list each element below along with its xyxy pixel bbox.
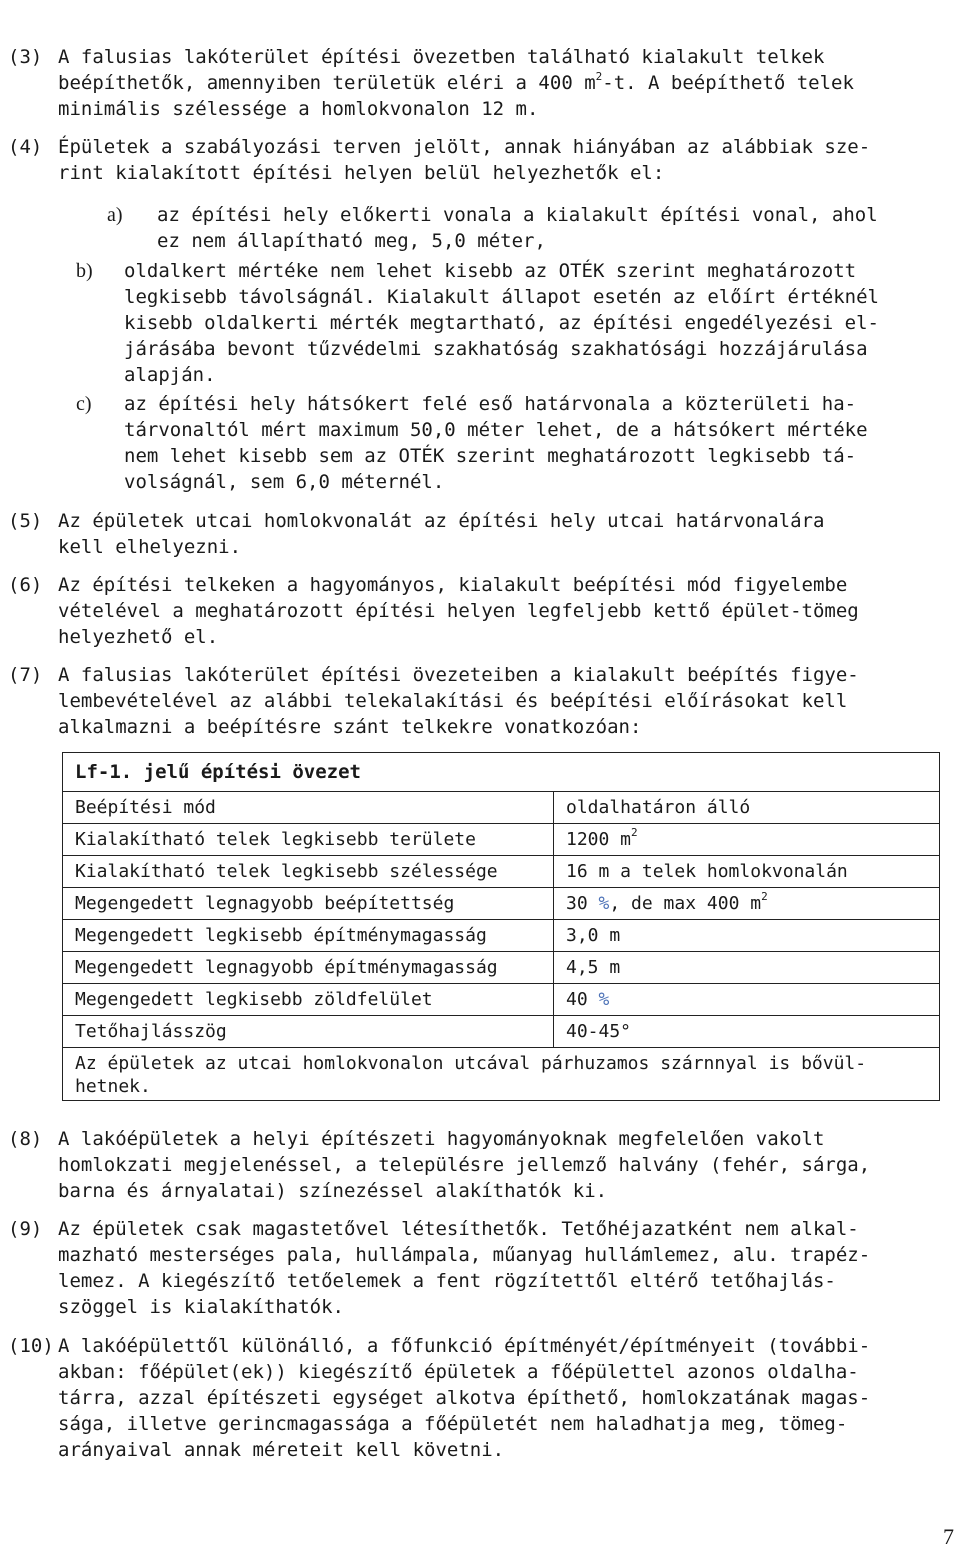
table-cell-value: oldalhatáron álló (554, 792, 940, 824)
table-cell-label: Kialakítható telek legkisebb szélessége (63, 856, 554, 888)
table-cell-value: 1200 $m^2$ (554, 824, 940, 856)
table-cell-value: 40 % (554, 984, 940, 1016)
paragraph-line: Az épületek csak magastetővel létesíthetők. Tetőhéjazatként nem alkal- (58, 1218, 859, 1240)
paragraph-line: rint kialakított építési helyen belül helyezhetők el: (58, 162, 665, 184)
subitem-label: a) (107, 204, 123, 226)
paragraph-line: A falusias lakóterület építési övezeteiben a kialakult beépítés figye- (58, 664, 859, 686)
table-note: Az épületek az utcai homlokvonalon utcával párhuzamos szárnnyal is bővül- hetnek. (63, 1048, 940, 1101)
paragraph-number: (8) (8, 1128, 43, 1150)
subitem-c (76, 391, 868, 495)
subitem-label: b) (76, 260, 93, 282)
table-row (63, 856, 940, 888)
paragraph-line: mazható mesterséges pala, hullámpala, műanyag hullámlemez, alu. trapéz- (58, 1244, 871, 1266)
subitem-line: oldalkert mértéke nem lehet kisebb az OTÉK szerint meghatározott (124, 260, 857, 282)
table-title: Lf-1. jelű építési övezet (63, 753, 940, 792)
paragraph-number: (7) (8, 664, 43, 686)
subitem-label: c) (76, 393, 92, 415)
table-row (63, 792, 940, 824)
subitem-line: volságnál, sem 6,0 méternél. (124, 471, 445, 493)
paragraph-line: A lakóépülettől különálló, a főfunkció építményét/építményeit (további- (58, 1335, 871, 1357)
table-row (63, 920, 940, 952)
superscript: 2 (595, 69, 603, 83)
table-cell-value: 40-45° (554, 1016, 940, 1048)
table-row (63, 952, 940, 984)
subitem-line: járásába bevont tűzvédelmi szakhatóság szakhatósági hozzájárulása (124, 338, 868, 360)
paragraph-number: (5) (8, 510, 43, 532)
table-cell-label: Tetőhajlásszög (63, 1016, 554, 1048)
subitem-line: tárvonaltól mért maximum 50,0 méter lehet, de a hátsókert mértéke (124, 419, 868, 441)
superscript: 2 (631, 826, 638, 839)
page-number: 7 (943, 1524, 954, 1549)
zoning-table (62, 752, 940, 1101)
paragraph-line: Épületek a szabályozási terven jelölt, annak hiányában az alábbiak sze- (58, 136, 871, 158)
paragraph-9 (8, 1216, 958, 1320)
subitem-b (76, 258, 879, 388)
table-cell-label: Kialakítható telek legkisebb területe (63, 824, 554, 856)
paragraph-line: tárra, azzal építészeti egységet alkotva építhető, homlokzatának magas- (58, 1387, 871, 1409)
paragraph-8 (8, 1126, 958, 1204)
paragraph-line: Az épületek utcai homlokvonalát az építési hely utcai határvonalára (58, 510, 825, 532)
paragraph-4 (8, 134, 958, 186)
table-row (63, 1016, 940, 1048)
percent-sign: % (598, 989, 610, 1010)
table-cell-label: Beépítési mód (63, 792, 554, 824)
table-cell-value: 3,0 m (554, 920, 940, 952)
table-cell-value: 4,5 m (554, 952, 940, 984)
subitem-line: nem lehet kisebb sem az OTÉK szerint meghatározott legkisebb tá- (124, 445, 857, 467)
subitem-line: legkisebb távolságnál. Kialakult állapot esetén az előírt értéknél (124, 286, 879, 308)
paragraph-line: akban: főépület(ek)) kiegészítő épületek a főépülettel azonos oldalha- (58, 1361, 859, 1383)
paragraph-number: (9) (8, 1218, 43, 1240)
paragraph-line: barna és árnyalatai) színezéssel alakíthatók ki. (58, 1180, 608, 1202)
paragraph-line: beépíthetők, amennyiben területük eléri a 400 $m^2-t$. A beépíthető telek (58, 69, 854, 94)
table-note-row (63, 1048, 940, 1101)
table-row (63, 984, 940, 1016)
paragraph-line: homlokzati megjelenéssel, a településre jellemző halvány (fehér, sárga, (58, 1154, 871, 1176)
table-cell-value: 16 m a telek homlokvonalán (554, 856, 940, 888)
subitem-line: kisebb oldalkerti mérték megtartható, az építési engedélyezési el- (124, 312, 879, 334)
percent-sign: % (598, 893, 610, 914)
paragraph-number: (6) (8, 574, 43, 596)
table-row (63, 824, 940, 856)
subitem-line: alapján. (124, 364, 216, 386)
paragraph-line: vételével a meghatározott építési helyen legfeljebb kettő épület-tömeg (58, 600, 859, 622)
paragraph-line: lembevételével az alábbi telekalakítási és beépítési előírásokat kell (58, 690, 848, 712)
table-cell-label: Megengedett legnagyobb beépítettség (63, 888, 554, 920)
paragraph-number: (4) (8, 136, 43, 158)
paragraph-line: lemez. A kiegészítő tetőelemek a fent rögzítettől eltérő tetőhajlás- (58, 1270, 836, 1292)
paragraph-line: arányaival annak méreteit kell követni. (58, 1439, 505, 1461)
paragraph-6 (8, 572, 958, 650)
paragraph-line: helyezhető el. (58, 626, 219, 648)
superscript: 2 (761, 890, 768, 903)
paragraph-10 (8, 1333, 958, 1463)
table-cell-label: Megengedett legnagyobb építménymagasság (63, 952, 554, 984)
paragraph-7 (8, 662, 958, 740)
subitem-line: az építési hely hátsókert felé eső határvonala a közterületi ha- (124, 393, 857, 415)
paragraph-line: sága, illetve gerincmagassága a főépületét nem haladhatja meg, tömeg- (58, 1413, 848, 1435)
paragraph-3 (8, 44, 958, 122)
subitem-line: az építési hely előkerti vonala a kialakult építési vonal, ahol (157, 204, 878, 226)
paragraph-number: (10) (8, 1335, 54, 1357)
table-row (63, 888, 940, 920)
table-cell-label: Megengedett legkisebb zöldfelület (63, 984, 554, 1016)
table-cell-label: Megengedett legkisebb építménymagasság (63, 920, 554, 952)
paragraph-5 (8, 508, 958, 560)
table-cell-value: 30 %, de max 400 $m^2$ (554, 888, 940, 920)
paragraph-line: szöggel is kialakíthatók. (58, 1296, 344, 1318)
paragraph-line: Az építési telkeken a hagyományos, kialakult beépítési mód figyelembe (58, 574, 848, 596)
paragraph-line: alkalmazni a beépítésre szánt telkekre vonatkozóan: (58, 716, 642, 738)
paragraph-line: minimális szélessége a homlokvonalon 12 m. (58, 98, 539, 120)
paragraph-number: (3) (8, 46, 43, 68)
paragraph-line: A falusias lakóterület építési övezetben található kialakult telkek (58, 46, 825, 68)
table-title-row (63, 753, 940, 792)
paragraph-line: A lakóépületek a helyi építészeti hagyományoknak megfelelően vakolt (58, 1128, 825, 1150)
subitem-a (107, 202, 878, 254)
subitem-line: ez nem állapítható meg, 5,0 méter, (157, 230, 546, 252)
paragraph-line: kell elhelyezni. (58, 536, 242, 558)
